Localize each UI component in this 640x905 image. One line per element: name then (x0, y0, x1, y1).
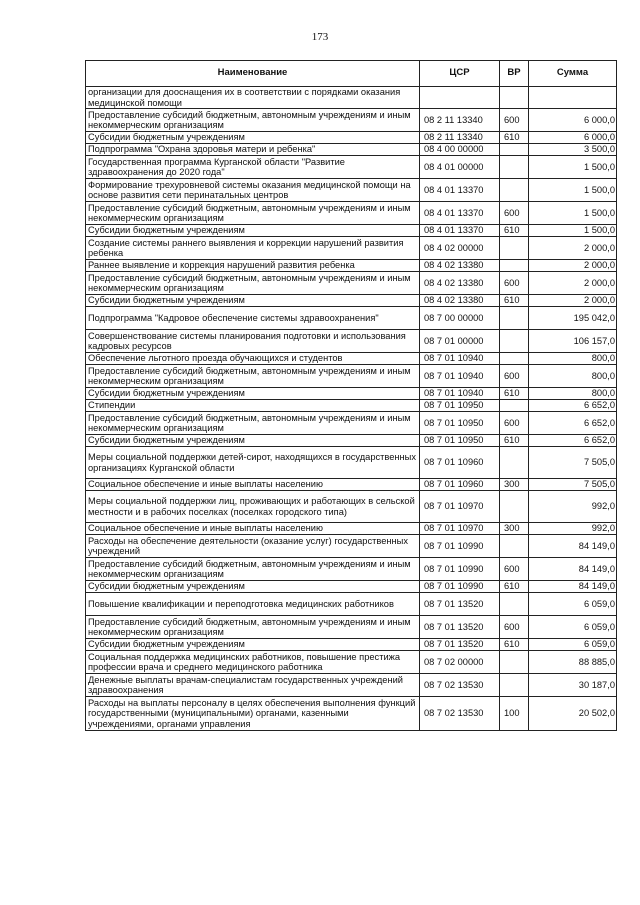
table-row (86, 307, 617, 330)
row-name: Предоставление субсидий бюджетным, автономным учреждениям и иным некоммерческим организациям (86, 412, 420, 435)
page-number: 173 (311, 31, 329, 43)
row-vr: 300 (500, 523, 529, 535)
row-csr: 08 7 02 13530 (420, 697, 500, 731)
row-csr: 08 7 01 10990 (420, 581, 500, 593)
row-name: Создание системы раннего выявления и коррекции нарушений развития ребенка (86, 237, 420, 260)
row-vr: 610 (500, 225, 529, 237)
row-name: Предоставление субсидий бюджетным, автономным учреждениям и иным некоммерческим организациям (86, 558, 420, 581)
row-csr: 08 7 01 10940 (420, 365, 500, 388)
table-row (86, 353, 617, 365)
row-sum: 2 000,0 (529, 260, 617, 272)
row-sum: 195 042,0 (529, 307, 617, 330)
row-sum: 6 652,0 (529, 400, 617, 412)
row-name: Социальное обеспечение и иные выплаты населению (86, 479, 420, 491)
row-vr: 610 (500, 388, 529, 400)
row-csr: 08 7 01 10970 (420, 491, 500, 523)
row-vr: 600 (500, 272, 529, 295)
table-row (86, 330, 617, 353)
row-vr (500, 156, 529, 179)
row-sum: 992,0 (529, 523, 617, 535)
row-vr: 600 (500, 365, 529, 388)
table-row (86, 435, 617, 447)
row-name: Субсидии бюджетным учреждениям (86, 388, 420, 400)
header-sum: Сумма (529, 61, 617, 87)
row-csr: 08 4 02 00000 (420, 237, 500, 260)
row-sum: 2 000,0 (529, 272, 617, 295)
row-name: Предоставление субсидий бюджетным, автономным учреждениям и иным некоммерческим организациям (86, 272, 420, 295)
row-name: Расходы на обеспечение деятельности (оказание услуг) государственных учреждений (86, 535, 420, 558)
row-vr: 100 (500, 697, 529, 731)
row-vr (500, 593, 529, 616)
row-csr: 08 7 01 13520 (420, 593, 500, 616)
row-csr: 08 4 01 13370 (420, 179, 500, 202)
row-vr (500, 491, 529, 523)
row-vr: 600 (500, 202, 529, 225)
row-csr: 08 7 01 10960 (420, 479, 500, 491)
table-row (86, 225, 617, 237)
row-csr: 08 7 01 10940 (420, 353, 500, 365)
table-row (86, 156, 617, 179)
row-csr: 08 7 01 00000 (420, 330, 500, 353)
row-sum: 6 652,0 (529, 412, 617, 435)
row-vr: 610 (500, 639, 529, 651)
row-vr: 610 (500, 435, 529, 447)
table-row (86, 558, 617, 581)
row-name: Субсидии бюджетным учреждениям (86, 435, 420, 447)
row-sum: 6 059,0 (529, 616, 617, 639)
table-row (86, 616, 617, 639)
table-row (86, 535, 617, 558)
table-row (86, 144, 617, 156)
row-vr (500, 447, 529, 479)
row-csr: 08 7 01 13520 (420, 639, 500, 651)
row-sum: 800,0 (529, 388, 617, 400)
row-csr: 08 4 02 13380 (420, 295, 500, 307)
table-row (86, 651, 617, 674)
header-name: Наименование (86, 61, 420, 87)
table-row (86, 272, 617, 295)
row-csr: 08 2 11 13340 (420, 109, 500, 132)
row-name: Стипендии (86, 400, 420, 412)
row-csr: 08 7 01 10940 (420, 388, 500, 400)
row-name: Субсидии бюджетным учреждениям (86, 581, 420, 593)
budget-table (85, 60, 617, 731)
row-sum: 84 149,0 (529, 581, 617, 593)
row-name: Подпрограмма "Охрана здоровья матери и ребенка" (86, 144, 420, 156)
row-csr: 08 4 02 13380 (420, 260, 500, 272)
row-name: Социальная поддержка медицинских работников, повышение престижа профессии врача и среднего медицинского работника (86, 651, 420, 674)
row-csr: 08 7 01 10950 (420, 400, 500, 412)
row-name: Совершенствование системы планирования подготовки и использования кадровых ресурсов (86, 330, 420, 353)
table-row (86, 581, 617, 593)
row-vr (500, 400, 529, 412)
row-name: Расходы на выплаты персоналу в целях обеспечения выполнения функций государственными (муниципальными) органами, казенными учреждениями, органами управления (86, 697, 420, 731)
row-name: Субсидии бюджетным учреждениям (86, 225, 420, 237)
table-row (86, 491, 617, 523)
row-vr (500, 237, 529, 260)
row-vr: 600 (500, 109, 529, 132)
row-sum: 992,0 (529, 491, 617, 523)
table-row (86, 523, 617, 535)
row-name: Подпрограмма "Кадровое обеспечение системы здравоохранения" (86, 307, 420, 330)
table-row (86, 179, 617, 202)
row-csr: 08 4 02 13380 (420, 272, 500, 295)
row-sum: 800,0 (529, 365, 617, 388)
row-csr: 08 7 01 13520 (420, 616, 500, 639)
row-vr: 610 (500, 581, 529, 593)
row-sum: 6 000,0 (529, 132, 617, 144)
row-vr (500, 330, 529, 353)
row-name: Государственная программа Курганской области "Развитие здравоохранения до 2020 года" (86, 156, 420, 179)
row-sum: 6 059,0 (529, 639, 617, 651)
row-name: Предоставление субсидий бюджетным, автономным учреждениям и иным некоммерческим организациям (86, 365, 420, 388)
row-csr: 08 7 01 10950 (420, 435, 500, 447)
row-vr (500, 179, 529, 202)
row-name: Денежные выплаты врачам-специалистам государственных учреждений здравоохранения (86, 674, 420, 697)
row-sum: 1 500,0 (529, 156, 617, 179)
table-row (86, 412, 617, 435)
table-row (86, 202, 617, 225)
row-name: Предоставление субсидий бюджетным, автономным учреждениям и иным некоммерческим организациям (86, 616, 420, 639)
row-name: Субсидии бюджетным учреждениям (86, 132, 420, 144)
row-vr (500, 535, 529, 558)
row-sum: 6 059,0 (529, 593, 617, 616)
row-sum: 800,0 (529, 353, 617, 365)
row-name: Предоставление субсидий бюджетным, автономным учреждениям и иным некоммерческим организациям (86, 202, 420, 225)
row-name: Обеспечение льготного проезда обучающихся и студентов (86, 353, 420, 365)
row-sum: 3 500,0 (529, 144, 617, 156)
row-csr: 08 7 00 00000 (420, 307, 500, 330)
table-row (86, 593, 617, 616)
table-body (86, 87, 617, 731)
row-sum (529, 87, 617, 109)
row-sum: 84 149,0 (529, 535, 617, 558)
row-sum: 1 500,0 (529, 179, 617, 202)
row-vr (500, 674, 529, 697)
row-sum: 20 502,0 (529, 697, 617, 731)
table-row (86, 87, 617, 109)
row-vr: 600 (500, 616, 529, 639)
table-row (86, 365, 617, 388)
row-name: Социальное обеспечение и иные выплаты населению (86, 523, 420, 535)
row-vr: 610 (500, 132, 529, 144)
table-row (86, 447, 617, 479)
row-vr (500, 260, 529, 272)
row-csr: 08 4 01 13370 (420, 202, 500, 225)
row-csr: 08 2 11 13340 (420, 132, 500, 144)
row-vr (500, 353, 529, 365)
row-sum: 106 157,0 (529, 330, 617, 353)
row-csr: 08 7 01 10990 (420, 535, 500, 558)
row-sum: 6 652,0 (529, 435, 617, 447)
table-row (86, 295, 617, 307)
row-vr (500, 144, 529, 156)
table-row (86, 639, 617, 651)
row-name: Меры социальной поддержки детей-сирот, находящихся в государственных организациях Курганской области (86, 447, 420, 479)
row-vr: 600 (500, 412, 529, 435)
row-sum: 7 505,0 (529, 479, 617, 491)
row-csr: 08 4 01 13370 (420, 225, 500, 237)
row-name: Предоставление субсидий бюджетным, автономным учреждениям и иным некоммерческим организациям (86, 109, 420, 132)
table-row (86, 260, 617, 272)
row-name: Повышение квалификации и переподготовка медицинских работников (86, 593, 420, 616)
table-row (86, 479, 617, 491)
row-sum: 1 500,0 (529, 202, 617, 225)
row-csr: 08 7 01 10960 (420, 447, 500, 479)
row-sum: 1 500,0 (529, 225, 617, 237)
table-row (86, 697, 617, 731)
row-vr: 600 (500, 558, 529, 581)
row-name: Формирование трехуровневой системы оказания медицинской помощи на основе развития сети перинатальных центров (86, 179, 420, 202)
row-vr: 610 (500, 295, 529, 307)
table-header-row (86, 61, 617, 87)
row-vr (500, 651, 529, 674)
table-row (86, 109, 617, 132)
row-csr: 08 4 01 00000 (420, 156, 500, 179)
row-sum: 2 000,0 (529, 295, 617, 307)
table-row (86, 400, 617, 412)
row-name: Субсидии бюджетным учреждениям (86, 639, 420, 651)
row-sum: 2 000,0 (529, 237, 617, 260)
row-name: Субсидии бюджетным учреждениям (86, 295, 420, 307)
header-csr: ЦСР (420, 61, 500, 87)
table-row (86, 132, 617, 144)
row-sum: 7 505,0 (529, 447, 617, 479)
row-name: Раннее выявление и коррекция нарушений развития ребенка (86, 260, 420, 272)
header-vr: ВР (500, 61, 529, 87)
row-vr (500, 87, 529, 109)
table-row (86, 388, 617, 400)
row-sum: 30 187,0 (529, 674, 617, 697)
row-csr: 08 7 01 10950 (420, 412, 500, 435)
table-row (86, 674, 617, 697)
row-name: Меры социальной поддержки лиц, проживающих и работающих в сельской местности и в рабочих поселках (поселках городского типа) (86, 491, 420, 523)
row-csr: 08 7 01 10970 (420, 523, 500, 535)
row-vr: 300 (500, 479, 529, 491)
row-sum: 84 149,0 (529, 558, 617, 581)
row-csr: 08 4 00 00000 (420, 144, 500, 156)
row-sum: 6 000,0 (529, 109, 617, 132)
row-csr: 08 7 02 00000 (420, 651, 500, 674)
row-csr: 08 7 02 13530 (420, 674, 500, 697)
row-csr: 08 7 01 10990 (420, 558, 500, 581)
row-name: организации для дооснащения их в соответствии с порядками оказания медицинской помощи (86, 87, 420, 109)
row-csr (420, 87, 500, 109)
row-sum: 88 885,0 (529, 651, 617, 674)
row-vr (500, 307, 529, 330)
table-row (86, 237, 617, 260)
